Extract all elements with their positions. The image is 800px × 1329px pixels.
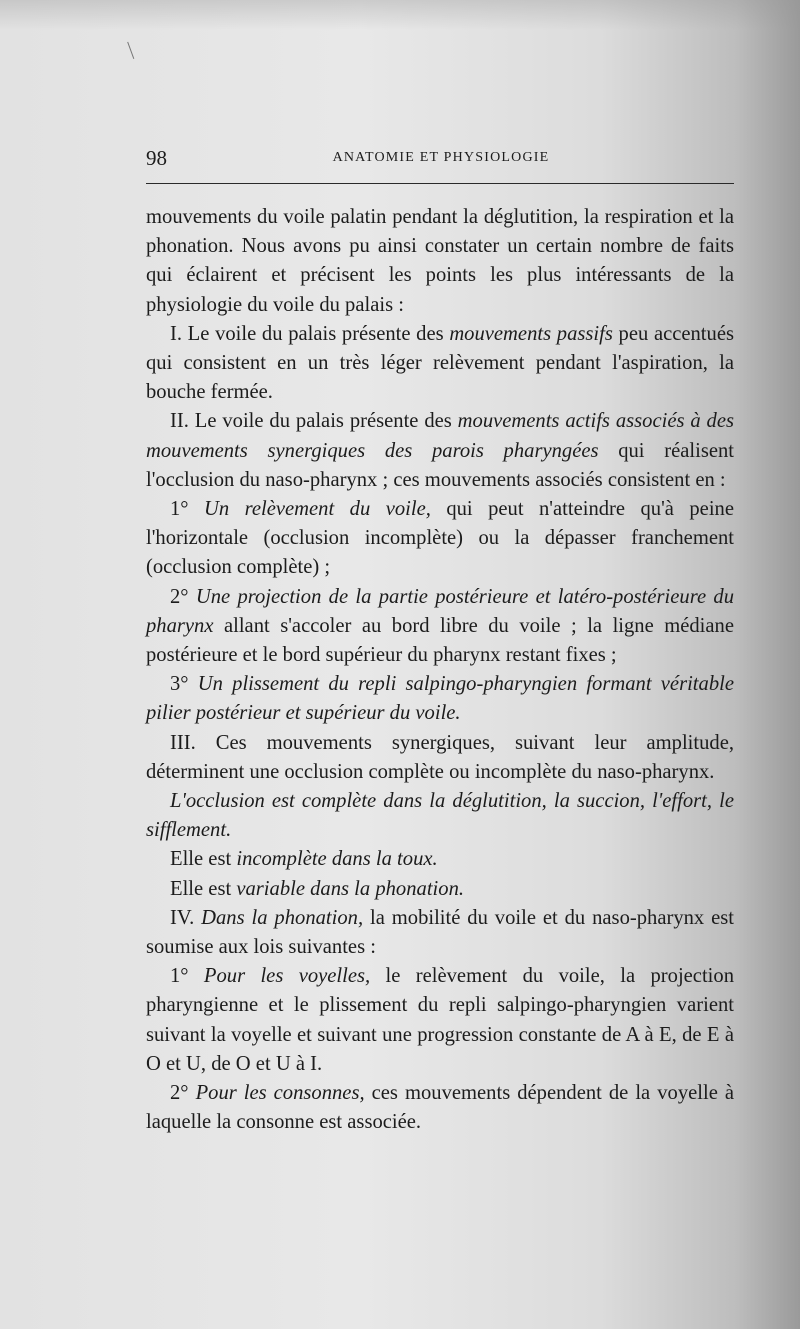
paragraph-13: 2° Pour les consonnes, ces mouvements dépendent de la voyelle à laquelle la consonne est associée. bbox=[146, 1082, 734, 1134]
paragraph-12: 1° Pour les voyelles, le relèvement du voile, la projection pharyngienne et le plissement du repli salpingo-pharyngien varient suivant la voyelle et suivant une progression constante de A à E, de E à O et U, de O et U à I. bbox=[146, 965, 734, 1075]
running-title: ANATOMIE ET PHYSIOLOGIE bbox=[332, 150, 550, 165]
paragraph-4: 1° Un relèvement du voile, qui peut n'atteindre qu'à peine l'horizontale (occlusion incomplète) ou la dépasser franchement (occlusion complète) ; bbox=[146, 498, 734, 579]
stray-mark bbox=[127, 39, 142, 59]
page-header bbox=[146, 140, 736, 180]
paragraph-5: 2° Une projection de la partie postérieure et latéro-postérieure du pharynx allant s'accoler au bord libre du voile ; la ligne médiane postérieure et le bord supérieur du pharynx restant fixes ; bbox=[146, 585, 735, 667]
paragraph-10: Elle est variable dans la phonation. bbox=[170, 877, 465, 900]
body-text bbox=[146, 203, 734, 1138]
paragraph-6: 3° Un plissement du repli salpingo-pharyngien formant véritable pilier postérieur et supérieur du voile. bbox=[146, 673, 734, 725]
scan-shadow bbox=[0, 0, 800, 30]
page-number: 98 bbox=[146, 146, 167, 170]
paragraph-2: I. Le voile du palais présente des mouvements passifs peu accentués qui consistent en un très léger relèvement pendant l'aspiration, la bouche fermée. bbox=[146, 322, 734, 404]
paragraph-9: Elle est incomplète dans la toux. bbox=[170, 848, 438, 871]
paragraph-8: L'occlusion est complète dans la déglutition, la succion, l'effort, le sifflement. bbox=[146, 790, 734, 842]
paragraph-11: IV. Dans la phonation, la mobilité du voile et du naso-pharynx est soumise aux lois suivantes : bbox=[146, 906, 734, 959]
paragraph-3: II. Le voile du palais présente des mouvements actifs associés à des mouvements synergiques des parois pharyngées qui réalisent l'occlusion du naso-pharynx ; ces mouvements associés consistent en : bbox=[146, 410, 734, 491]
header-rule bbox=[146, 183, 734, 184]
paragraph-7: III. Ces mouvements synergiques, suivant leur amplitude, déterminent une occlusion complète ou incomplète du naso-pharynx. bbox=[146, 731, 734, 783]
paragraph-1: mouvements du voile palatin pendant la déglutition, la respiration et la phonation. Nous avons pu ainsi constater un certain nombre de faits qui éclairent et précisent les points les plus intéressants de la physiologie du voile du palais : bbox=[146, 206, 734, 316]
